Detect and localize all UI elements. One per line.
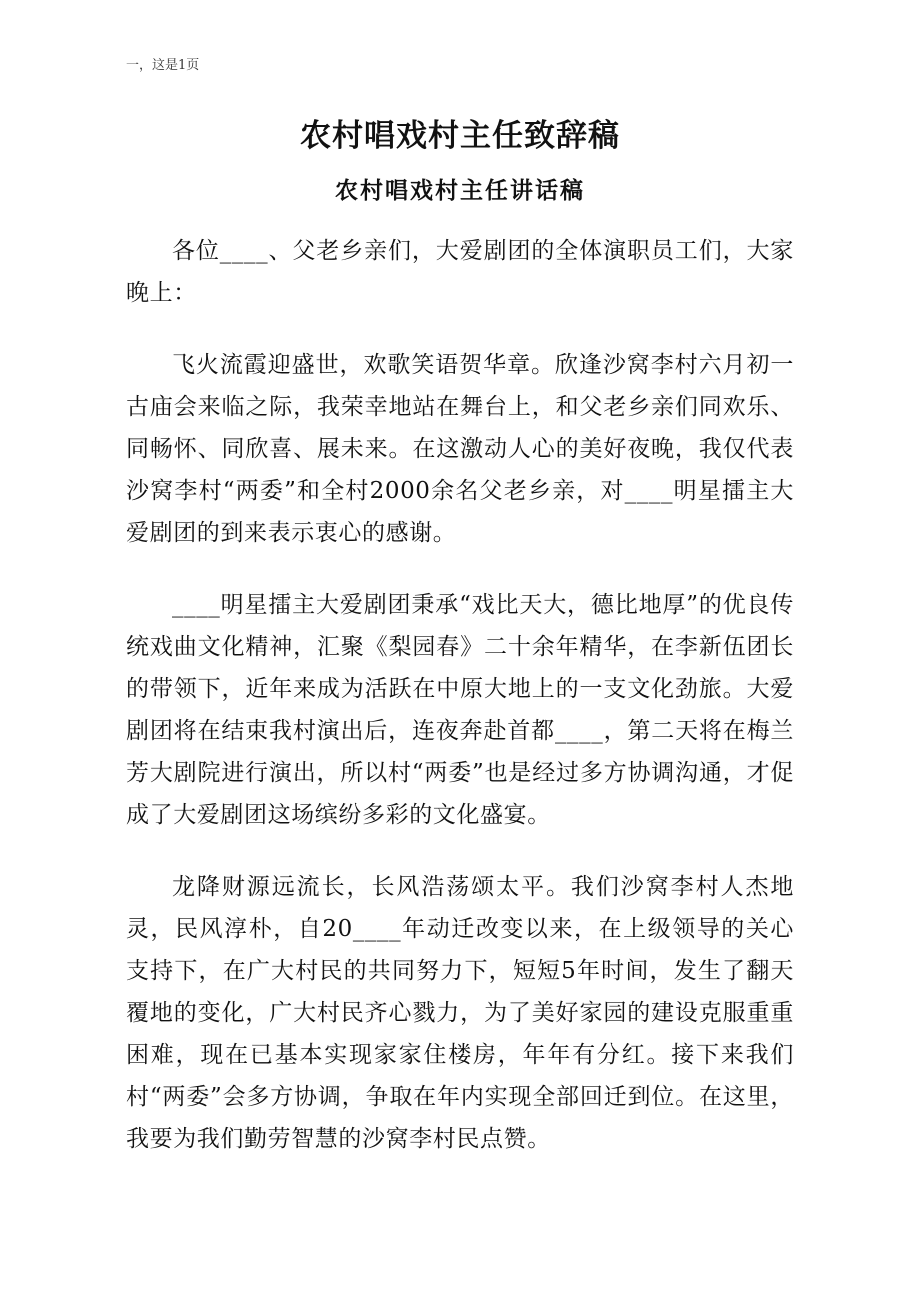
- paragraph-village: 龙降财源远流长，长风浩荡颂太平。我们沙窝李村人杰地灵，民风淳朴，自20____年动迁改变以来，在上级领导的关心支持下，在广大村民的共同努力下，短短5年时间，发生了翻天覆地的变化，广大村民齐心戮力，为了美好家园的建设克服重重困难，现在已基本实现家家住楼房，年年有分红。接下来我们村“两委”会多方协调，争取在年内实现全部回迁到位。在这里，我要为我们勤劳智慧的沙窝李村民点赞。: [126, 874, 794, 1152]
- document-subtitle: 农村唱戏村主任讲话稿: [335, 177, 585, 204]
- document-body: [126, 230, 794, 1190]
- paragraph-welcome: 飞火流霞迎盛世，欢歌笑语贺华章。欣逢沙窝李村六月初一古庙会来临之际，我荣幸地站在舞台上，和父老乡亲们同欢乐、同畅怀、同欣喜、展未来。在这激动人心的美好夜晚，我仅代表沙窝李村“两委”和全村2000余名父老乡亲，对____明星擂主大爱剧团的到来表示衷心的感谢。: [126, 352, 794, 546]
- page-marker: 一，这是1页: [126, 58, 200, 73]
- document-title: 农村唱戏村主任致辞稿: [300, 118, 620, 154]
- paragraph-greeting: 各位____、父老乡亲们，大爱剧团的全体演职员工们，大家晚上：: [126, 238, 794, 306]
- paragraph-troupe: ____明星擂主大爱剧团秉承“戏比天大，德比地厚”的优良传统戏曲文化精神，汇聚《梨园春》二十余年精华，在李新伍团长的带领下，近年来成为活跃在中原大地上的一支文化劲旅。大爱剧团将在结束我村演出后，连夜奔赴首都____，第二天将在梅兰芳大剧院进行演出，所以村“两委”也是经过多方协调沟通，才促成了大爱剧团这场缤纷多彩的文化盛宴。: [126, 592, 794, 828]
